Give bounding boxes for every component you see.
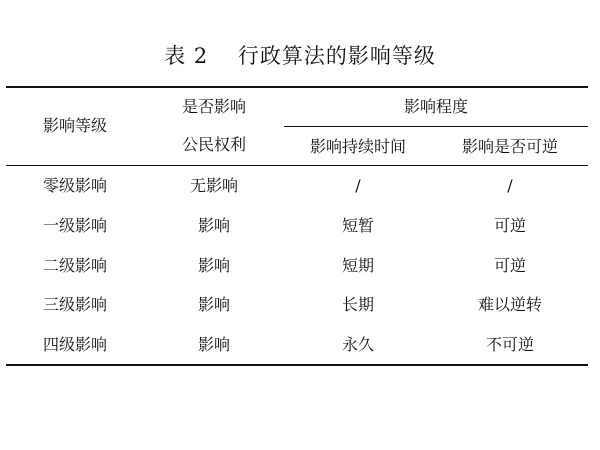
table-row-2-affects-rights: 影响 bbox=[197, 256, 230, 275]
table-row-0-level: 零级影响 bbox=[42, 176, 107, 195]
header-duration: 影响持续时间 bbox=[309, 137, 406, 156]
table-row-1-reversibility: 可逆 bbox=[493, 216, 526, 235]
table-row-1-level: 一级影响 bbox=[42, 216, 107, 235]
header-sub-rule bbox=[284, 126, 588, 127]
table-row-3-duration: 长期 bbox=[341, 295, 374, 314]
header-impact-degree: 影响程度 bbox=[403, 97, 468, 116]
table-row-0-reversibility: / bbox=[507, 176, 513, 195]
header-level: 影响等级 bbox=[42, 116, 107, 135]
header-civil-rights-line2: 公民权利 bbox=[181, 135, 246, 154]
table-row-1-affects-rights: 影响 bbox=[197, 216, 230, 235]
table-row-4-level: 四级影响 bbox=[42, 335, 107, 354]
table-caption: 表 2 行政算法的影响等级 bbox=[164, 44, 436, 68]
table-row-2-level: 二级影响 bbox=[42, 256, 107, 275]
header-civil-rights-line1: 是否影响 bbox=[181, 97, 246, 116]
table-row-0-duration: / bbox=[355, 176, 361, 195]
table-row-0-affects-rights: 无影响 bbox=[189, 176, 238, 195]
header-reversibility: 影响是否可逆 bbox=[461, 137, 558, 156]
table-row-2-duration: 短期 bbox=[341, 256, 374, 275]
table-row-4-reversibility: 不可逆 bbox=[485, 335, 534, 354]
table-row-2-reversibility: 可逆 bbox=[493, 256, 526, 275]
table-row-1-duration: 短暂 bbox=[341, 216, 374, 235]
table-row-3-reversibility: 难以逆转 bbox=[477, 295, 542, 314]
table-top-rule bbox=[6, 86, 588, 88]
table-row-3-level: 三级影响 bbox=[42, 295, 107, 314]
table-row-3-affects-rights: 影响 bbox=[197, 295, 230, 314]
table-bottom-rule bbox=[6, 364, 588, 366]
table-row-4-duration: 永久 bbox=[341, 335, 374, 354]
table-row-4-affects-rights: 影响 bbox=[197, 335, 230, 354]
header-bottom-rule bbox=[6, 165, 588, 166]
